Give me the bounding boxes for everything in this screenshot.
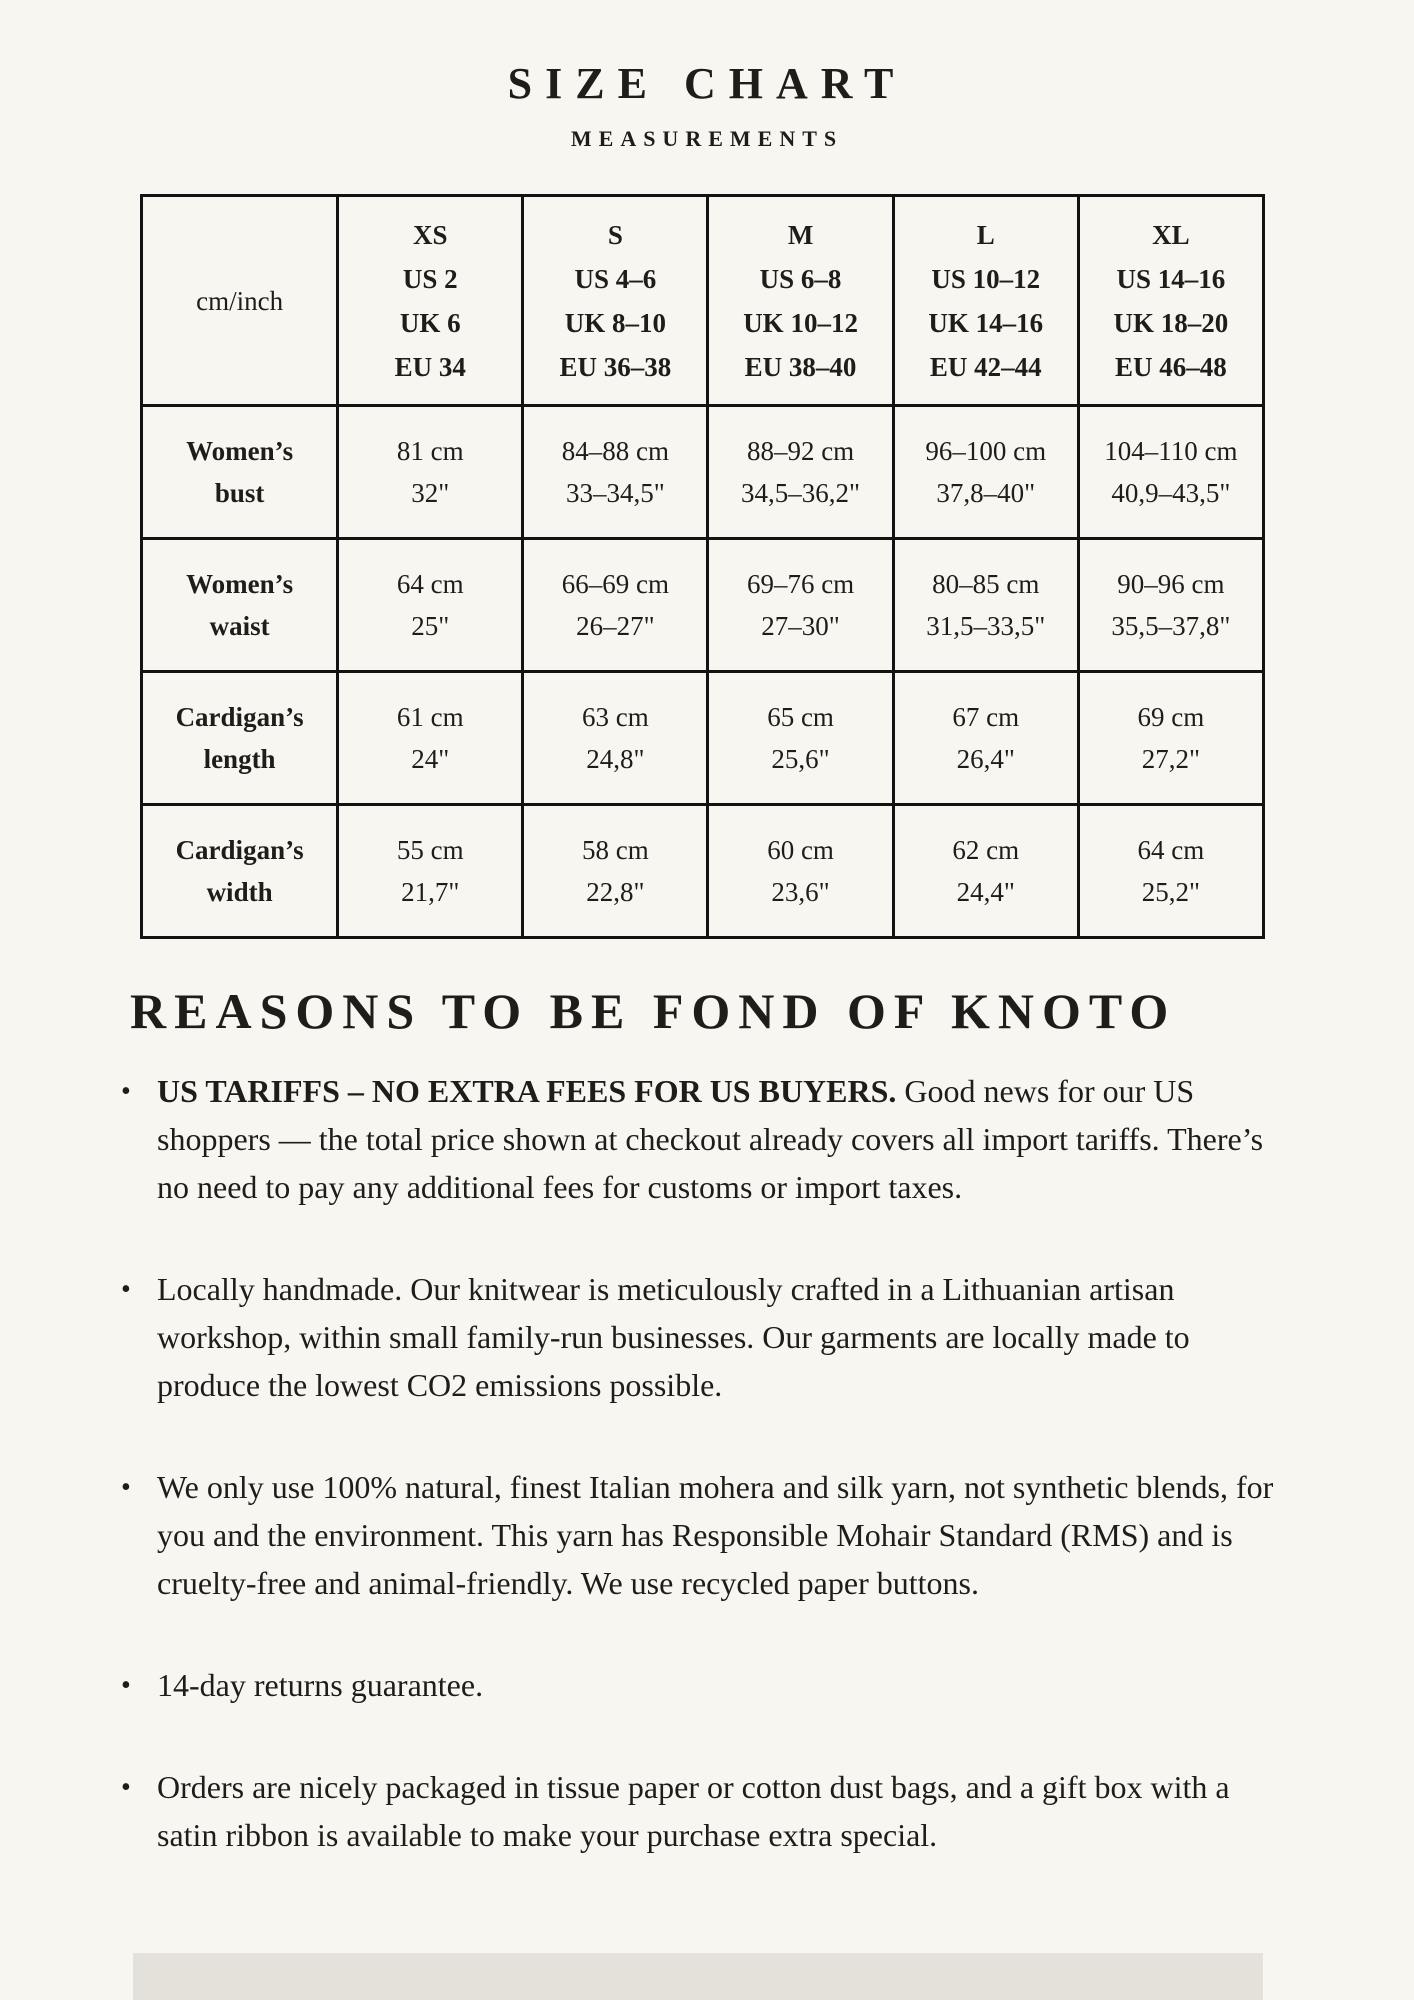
value-cm: 58 cm (582, 835, 649, 865)
size-uk: UK 6 (399, 307, 461, 338)
reasons-heading: REASONS TO BE FOND OF KNOTO (130, 983, 1177, 1039)
value-inch: 21,7" (401, 877, 460, 907)
value-inch: 25,6" (771, 744, 830, 774)
table-row-cardigans-width (142, 805, 1264, 938)
value-inch: 27–30" (761, 611, 840, 641)
size-eu: EU 34 (394, 351, 466, 382)
row-label-cell (142, 672, 338, 805)
value-inch: 22,8" (586, 877, 645, 907)
bullet-icon: • (121, 1274, 131, 1305)
value-cm: 84–88 cm (561, 436, 670, 466)
value-inch: 33–34,5" (566, 478, 665, 508)
size-name: L (976, 219, 995, 250)
value-inch: 25" (411, 611, 450, 641)
units-label: cm/inch (196, 285, 284, 316)
reason-text: Orders are nicely packaged in tissue paper or cotton dust bags, and a gift box with a satin ribbon is available to make your purchase extra special. (157, 1769, 1230, 1853)
measurement-cell (893, 406, 1078, 539)
row-label: Women’s bust (186, 435, 294, 508)
measurement-cell (1078, 805, 1263, 938)
size-chart-table (140, 194, 1265, 939)
value-cm: 65 cm (767, 702, 834, 732)
page-subtitle: MEASUREMENTS (570, 126, 844, 151)
value-inch: 26–27" (576, 611, 655, 641)
size-us: US 4–6 (574, 263, 657, 294)
value-cm: 104–110 cm (1104, 436, 1238, 466)
value-inch: 24,4" (956, 877, 1015, 907)
reasons-list (121, 1067, 1292, 1859)
value-cm: 62 cm (952, 835, 1020, 865)
reason-lead: US TARIFFS – NO EXTRA FEES FOR US BUYERS. (157, 1073, 897, 1109)
bullet-icon: • (121, 1076, 131, 1107)
measurement-cell (893, 672, 1078, 805)
size-col-header-l (893, 196, 1078, 406)
row-label-cell (142, 406, 338, 539)
measurement-cell (1078, 406, 1263, 539)
row-label: Cardigan’s width (175, 834, 304, 907)
measurement-cell (338, 805, 523, 938)
bullet-icon: • (121, 1472, 131, 1503)
bullet-icon: • (121, 1670, 131, 1701)
value-cm: 55 cm (396, 835, 464, 865)
next-section-partial-band (133, 1953, 1263, 2000)
value-cm: 80–85 cm (932, 569, 1040, 599)
list-item (121, 1661, 1292, 1709)
size-us: US 14–16 (1116, 263, 1226, 294)
size-chart-header-row (142, 196, 1264, 406)
measurement-cell (338, 406, 523, 539)
size-col-header-m (708, 196, 893, 406)
value-inch: 25,2" (1141, 877, 1201, 907)
row-label-cell (142, 539, 338, 672)
value-inch: 23,6" (771, 877, 830, 907)
bullet-icon: • (121, 1772, 131, 1803)
list-item (121, 1067, 1292, 1211)
size-uk: UK 18–20 (1113, 307, 1229, 338)
list-item (121, 1763, 1292, 1859)
value-inch: 34,5–36,2" (741, 478, 861, 508)
value-cm: 66–69 cm (561, 569, 670, 599)
value-cm: 67 cm (952, 702, 1020, 732)
size-eu: EU 36–38 (559, 351, 672, 382)
value-inch: 35,5–37,8" (1111, 611, 1231, 641)
table-row-cardigans-length (142, 672, 1264, 805)
size-uk: UK 14–16 (928, 307, 1044, 338)
value-inch: 40,9–43,5" (1111, 478, 1231, 508)
measurement-cell (708, 672, 893, 805)
measurement-cell (523, 805, 708, 938)
size-uk: UK 8–10 (564, 307, 667, 338)
table-row-womens-waist (142, 539, 1264, 672)
value-inch: 24,8" (586, 744, 645, 774)
size-col-header-xs (338, 196, 523, 406)
value-cm: 96–100 cm (925, 436, 1047, 466)
value-cm: 60 cm (767, 835, 834, 865)
value-cm: 69–76 cm (746, 569, 855, 599)
value-inch: 24" (411, 744, 450, 774)
size-us: US 2 (402, 263, 458, 294)
size-col-header-xl (1078, 196, 1263, 406)
value-cm: 81 cm (396, 436, 464, 466)
value-inch: 32" (411, 478, 450, 508)
measurement-cell (1078, 539, 1263, 672)
value-cm: 88–92 cm (746, 436, 855, 466)
size-eu: EU 38–40 (744, 351, 857, 382)
size-name: M (787, 219, 814, 250)
value-cm: 64 cm (396, 569, 464, 599)
measurement-cell (1078, 672, 1263, 805)
size-name: XL (1152, 219, 1190, 250)
value-inch: 27,2" (1141, 744, 1201, 774)
size-us: US 6–8 (759, 263, 842, 294)
reason-text: 14-day returns guarantee. (157, 1667, 484, 1703)
value-inch: 37,8–40" (936, 478, 1036, 508)
measurement-cell (523, 672, 708, 805)
table-row-womens-bust (142, 406, 1264, 539)
value-inch: 26,4" (956, 744, 1015, 774)
measurement-cell (338, 672, 523, 805)
list-item (121, 1265, 1292, 1409)
size-name: S (607, 219, 623, 250)
reason-text: Good news for our US shoppers — the total price shown at checkout already covers all import tariffs. There’s no need to pay any additional fees for customs or import taxes. (157, 1073, 1264, 1205)
row-label: Women’s waist (186, 568, 294, 641)
measurement-cell (523, 406, 708, 539)
measurement-cell (708, 539, 893, 672)
page-title: SIZE CHART (507, 59, 907, 108)
measurement-cell (708, 805, 893, 938)
value-cm: 90–96 cm (1117, 569, 1225, 599)
value-inch: 31,5–33,5" (926, 611, 1046, 641)
row-label: Cardigan’s length (175, 701, 304, 774)
value-cm: 63 cm (582, 702, 649, 732)
size-col-header-s (523, 196, 708, 406)
size-eu: EU 42–44 (929, 351, 1042, 382)
size-eu: EU 46–48 (1115, 351, 1227, 382)
list-item (121, 1463, 1292, 1607)
size-uk: UK 10–12 (743, 307, 858, 338)
row-label-cell (142, 805, 338, 938)
reason-text: We only use 100% natural, finest Italian mohera and silk yarn, not synthetic blends, for you and the environment. This yarn has Responsible Mohair Standard (RMS) and is cruelty-free and animal-friendly. We use recycled paper buttons. (157, 1469, 1274, 1601)
measurement-cell (523, 539, 708, 672)
reason-text: Locally handmade. Our knitwear is meticulously crafted in a Lithuanian artisan workshop, within small family-run businesses. Our garments are locally made to produce the lowest CO2 emissions possible. (157, 1271, 1190, 1403)
measurement-cell (708, 406, 893, 539)
measurement-cell (893, 805, 1078, 938)
value-cm: 61 cm (396, 702, 464, 732)
measurement-cell (893, 539, 1078, 672)
size-name: XS (412, 219, 448, 250)
value-cm: 69 cm (1137, 702, 1205, 732)
size-us: US 10–12 (931, 263, 1041, 294)
value-cm: 64 cm (1137, 835, 1205, 865)
units-corner-cell (142, 196, 338, 406)
measurement-cell (338, 539, 523, 672)
